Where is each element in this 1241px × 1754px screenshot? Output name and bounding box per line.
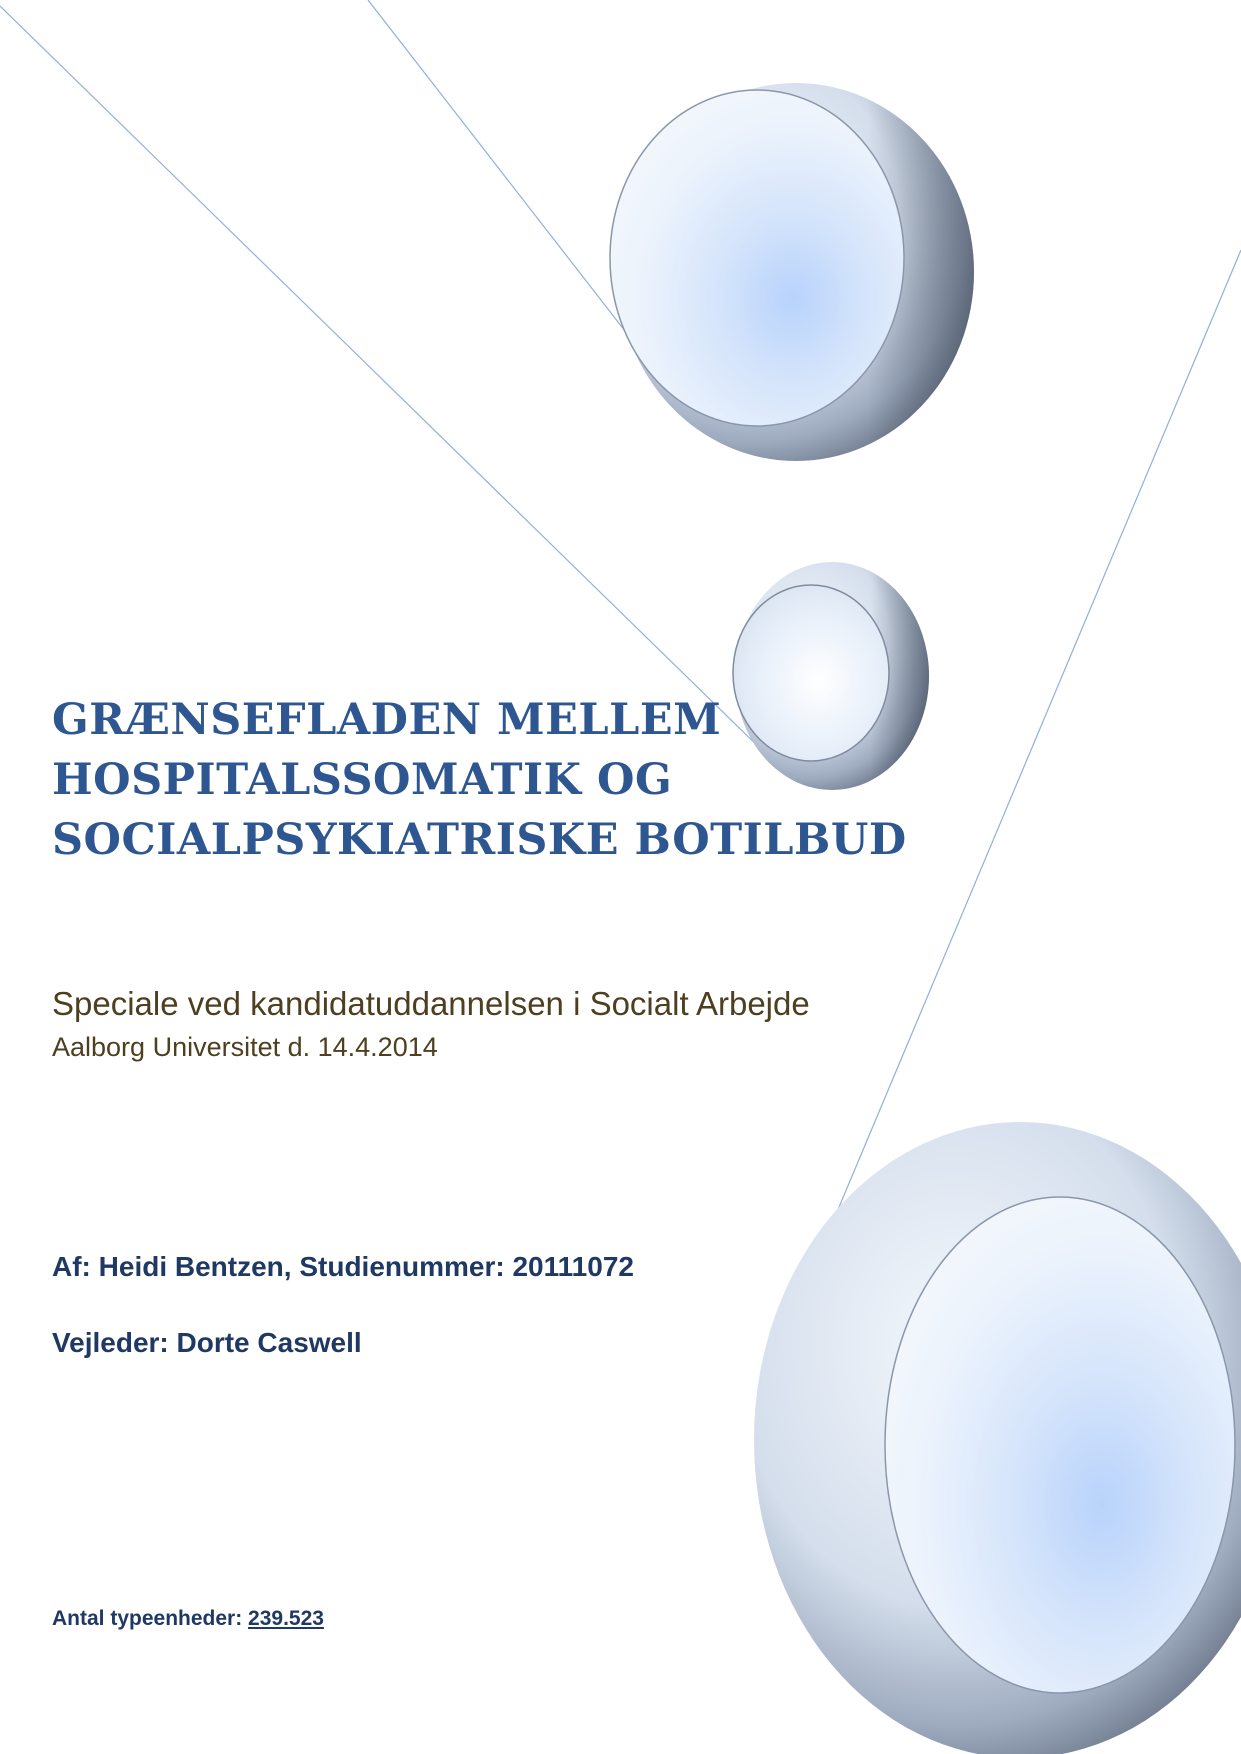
title-line-3: SOCIALPSYKIATRISKE BOTILBUD <box>52 815 907 865</box>
character-count-label: Antal typeenheder: <box>52 1607 243 1630</box>
institution-date: Aalborg Universitet d. 14.4.2014 <box>52 1032 438 1062</box>
document-title <box>52 690 912 870</box>
supervisor-line: Vejleder: Dorte Caswell <box>52 1327 362 1358</box>
document-subtitle: Speciale ved kandidatuddannelsen i Socialt Arbejde <box>52 985 810 1022</box>
title-line-2: HOSPITALSSOMATIK OG <box>52 755 673 805</box>
glossy-button-top-icon <box>610 83 974 461</box>
character-count <box>52 1606 324 1632</box>
decor-line-2 <box>368 0 632 340</box>
title-line-1: GRÆNSEFLADEN MELLEM <box>52 695 722 745</box>
author-line: Af: Heidi Bentzen, Studienummer: 20111072 <box>52 1251 634 1282</box>
glossy-button-bottom-icon <box>754 1122 1241 1754</box>
character-count-value: 239.523 <box>248 1607 324 1630</box>
